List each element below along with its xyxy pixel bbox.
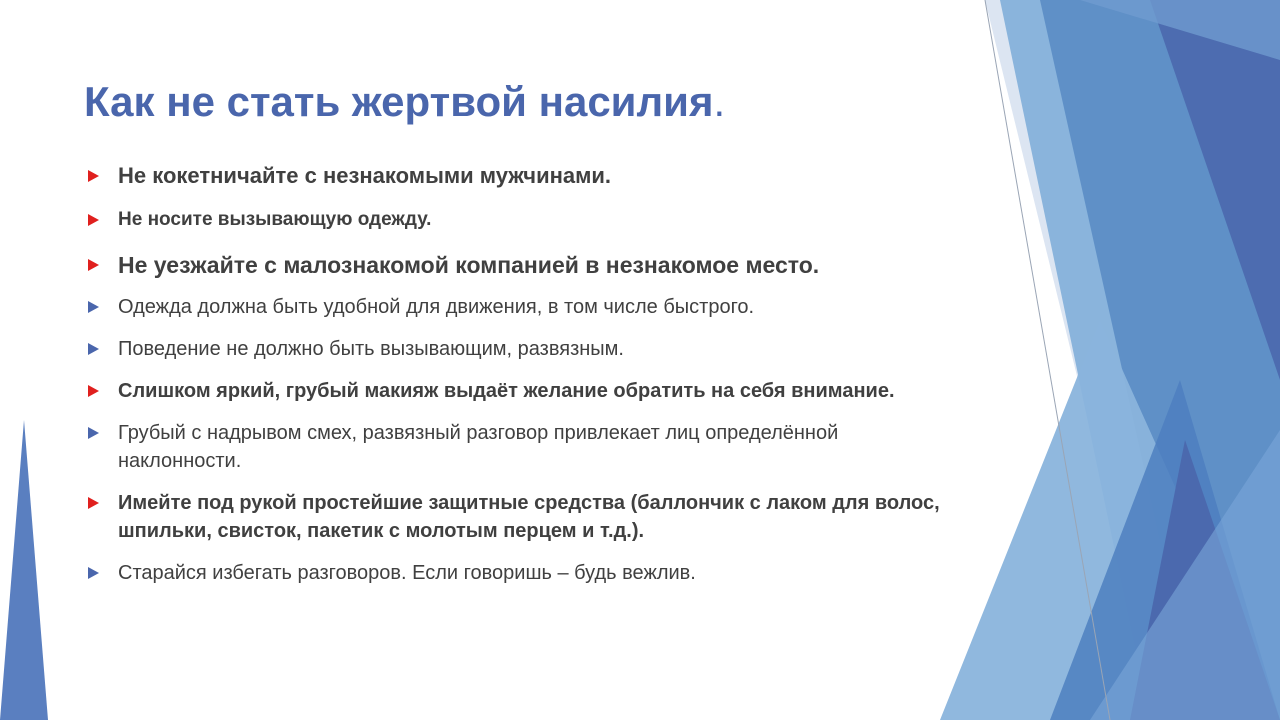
red-arrow-icon [88, 385, 99, 397]
red-arrow-icon [88, 497, 99, 509]
bullet-text: Старайся избегать разговоров. Если говоришь – будь вежлив. [118, 562, 696, 584]
slide-title [84, 76, 964, 128]
bullet-text: Не носите вызывающую одежду. [118, 209, 432, 230]
bullet-text: Слишком яркий, грубый макияж выдаёт желание обратить на себя внимание. [118, 380, 895, 402]
bullet-item [88, 251, 958, 279]
left-spike-shape [0, 420, 48, 720]
bullet-text: Поведение не должно быть вызывающим, развязным. [118, 338, 624, 360]
blue-arrow-icon [88, 343, 99, 355]
bullet-text: Грубый с надрывом смех, развязный разговор привлекает лиц определённой наклонности. [118, 422, 839, 472]
red-arrow-icon [88, 259, 99, 271]
bullet-text: Не кокетничайте с незнакомыми мужчинами. [118, 163, 612, 188]
blue-arrow-icon [88, 427, 99, 439]
bullet-item [88, 293, 958, 321]
bullet-text: Имейте под рукой простейшие защитные средства (баллончик с лаком для волос, шпильки, свисток, пакетик с молотым перцем и т.д.). [118, 492, 940, 542]
bullet-item [88, 377, 958, 405]
red-arrow-icon [88, 170, 99, 182]
bullet-item [88, 559, 958, 587]
bullet-item [88, 489, 958, 545]
slide-title-period: . [713, 78, 726, 125]
blue-arrow-icon [88, 301, 99, 313]
bullet-text: Не уезжайте с малознакомой компанией в незнакомое место. [118, 252, 820, 278]
bullet-item [88, 162, 958, 190]
blue-arrow-icon [88, 567, 99, 579]
red-arrow-icon [88, 214, 99, 226]
bullet-item [88, 335, 958, 363]
bullet-item [88, 206, 958, 234]
slide-title-text: Как не стать жертвой насилия [84, 78, 714, 125]
bullet-text: Одежда должна быть удобной для движения, в том числе быстрого. [118, 296, 755, 318]
bullet-list [88, 162, 958, 587]
bullet-item [88, 419, 958, 475]
